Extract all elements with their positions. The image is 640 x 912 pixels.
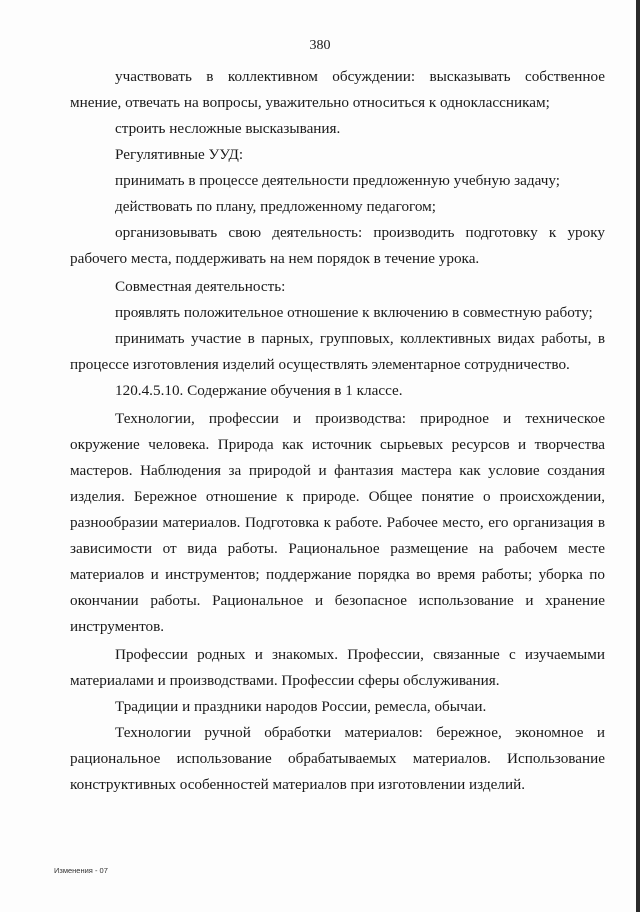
section-heading: Регулятивные УУД: [115,146,244,163]
paragraph: строить несложные высказывания. [115,120,341,137]
paragraph: Традиции и праздники народов России, ремесла, обычаи. [115,698,487,715]
paragraph: организовывать свою деятельность: производить подготовку к уроку рабочего места, поддерживать на нем порядок в течение урока. [70,224,605,267]
scan-edge [636,0,640,912]
paragraph: действовать по плану, предложенному педагогом; [115,198,437,215]
section-heading: 120.4.5.10. Содержание обучения в 1 классе. [115,382,403,399]
paragraph: участвовать в коллективном обсуждении: высказывать собственное мнение, отвечать на вопросы, уважительно относиться к одноклассникам; [70,68,605,111]
paragraph: принимать в процессе деятельности предложенную учебную задачу; [115,172,561,189]
footer-note: Изменения - 07 [54,866,108,875]
paragraph: Профессии родных и знакомых. Профессии, связанные с изучаемыми материалами и производствами. Профессии сферы обслуживания. [70,646,605,689]
paragraph: принимать участие в парных, групповых, коллективных видах работы, в процессе изготовления изделий осуществлять элементарное сотрудничество. [70,330,605,373]
document-body [70,64,605,798]
page-number: 380 [309,38,331,53]
paragraph: Технологии, профессии и производства: природное и техническое окружение человека. Природа как источник сырьевых ресурсов и творчества мастеров. Наблюдения за природой и фантазия мастера как условие создания изделия. Бережное отношение к природе. Общее понятие о происхождении, разнообразии материалов. Подготовка к работе. Рабочее место, его организация в зависимости от вида работы. Рациональное размещение на рабочем месте материалов и инструментов; поддержание порядка во время работы; уборка по окончании работы. Рациональное и безопасное использование и хранение инструментов. [70,410,605,635]
section-heading: Совместная деятельность: [115,278,286,295]
paragraph: проявлять положительное отношение к включению в совместную работу; [115,304,593,321]
paragraph: Технологии ручной обработки материалов: бережное, экономное и рациональное использование обрабатываемых материалов. Использование конструктивных особенностей материалов при изготовлении изделий. [70,724,605,793]
